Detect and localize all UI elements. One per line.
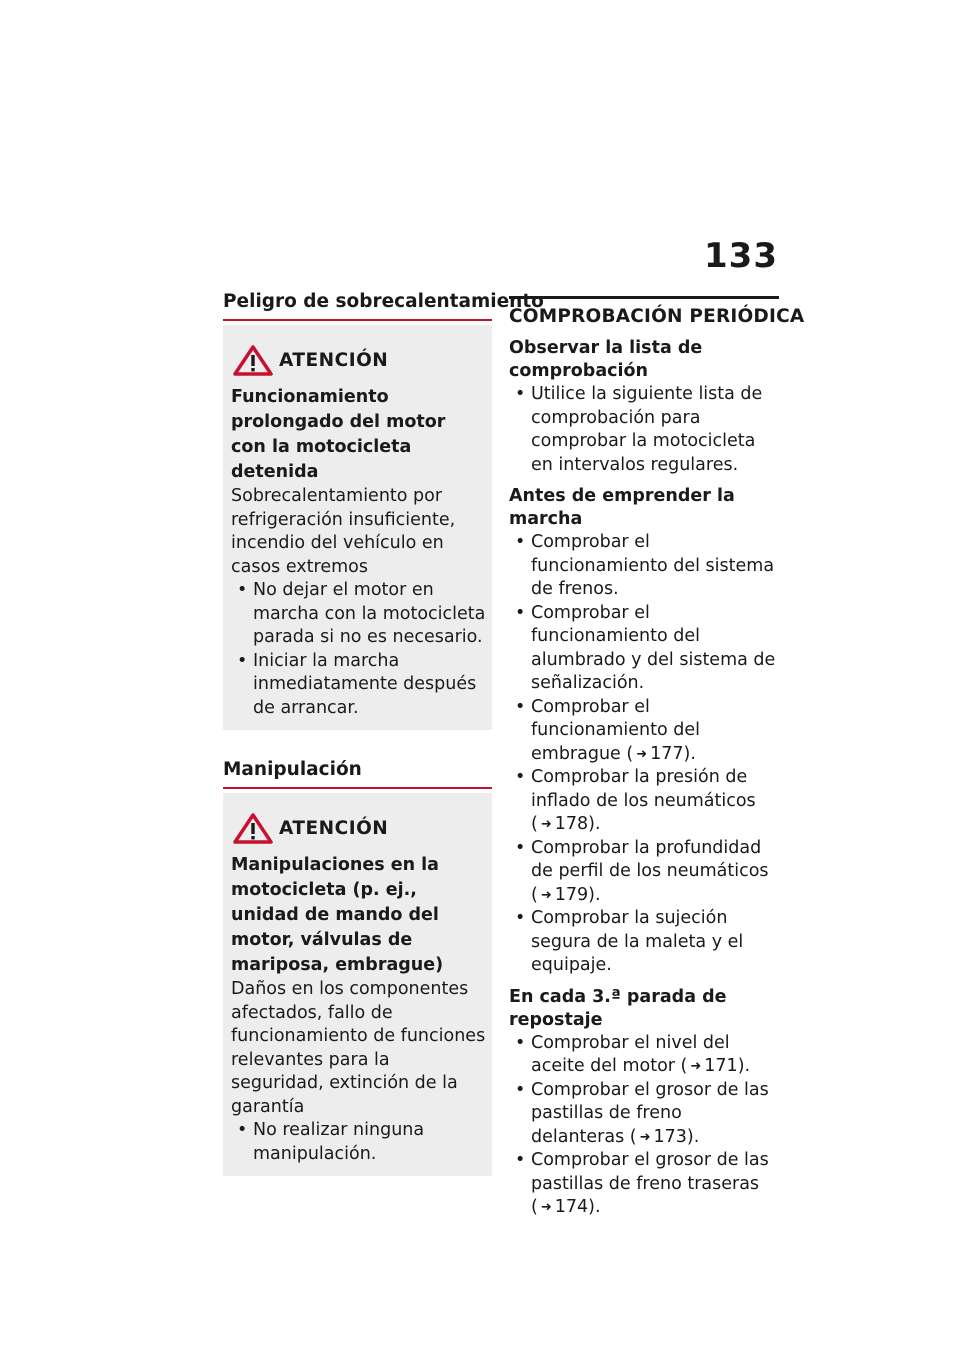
chapter-title: COMPROBACIÓN PERIÓDICA <box>509 296 779 329</box>
item-text: Comprobar el nivel del aceite del motor <box>531 1032 730 1076</box>
list-item: • Comprobar el grosor de las pastillas de freno traseras ( ➜ 174). <box>509 1149 779 1220</box>
warning-bullet-list <box>231 1119 486 1166</box>
warning-header <box>231 343 486 377</box>
right-column <box>509 296 805 1220</box>
page-reference-arrow-icon: ➜ <box>540 887 552 903</box>
group-title: En cada 3.ª parada de repostaje <box>509 986 727 1030</box>
page-reference-link[interactable]: 179 <box>554 884 589 905</box>
list-item: • Comprobar la presión de inflado de los neumáticos ( ➜ 178). <box>509 766 779 837</box>
warning-triangle-icon <box>231 811 275 845</box>
page-reference-arrow-icon: ➜ <box>540 817 552 832</box>
warning-header <box>231 811 486 845</box>
list-item <box>509 907 779 978</box>
item-text: Comprobar el funcionamiento del embrague <box>531 696 700 764</box>
page-reference-arrow-icon: ➜ <box>540 1200 552 1215</box>
warning-label: ATENCIÓN <box>279 349 389 371</box>
warning-title: Manipulaciones en la motocicleta (p. ej., unidad de mando del motor, válvulas de mariposa, embrague) <box>231 855 444 975</box>
item-text: Comprobar la presión de inflado de los neumáticos <box>531 767 756 811</box>
page-reference-arrow-icon: ➜ <box>636 746 648 762</box>
list-item: • Comprobar el grosor de las pastillas de freno delanteras ( ➜ 173). <box>509 1079 779 1150</box>
warning-box-manipulation <box>223 793 492 1176</box>
page-reference-link[interactable]: 171 <box>704 1056 738 1076</box>
section-title-manipulation: Manipulación <box>223 758 492 789</box>
warning-bullet-list <box>231 579 486 720</box>
group-title: Observar la lista de comprobación <box>509 338 703 381</box>
warning-label: ATENCIÓN <box>279 817 389 839</box>
list-item: • Comprobar la profundidad de perfil de los neumáticos ( ➜ 179). <box>509 837 779 908</box>
list-item <box>509 602 779 696</box>
list-item <box>509 383 779 477</box>
item-text: Comprobar el funcionamiento del sistema de frenos. <box>531 532 775 599</box>
page-reference-link[interactable]: 174 <box>554 1197 589 1217</box>
page-reference-arrow-icon: ➜ <box>639 1129 651 1145</box>
item-text: Comprobar el grosor de las pastillas de freno traseras <box>531 1150 769 1194</box>
warning-triangle-icon <box>231 343 275 377</box>
checklist <box>509 383 779 477</box>
page-number: 133 <box>704 236 778 276</box>
list-item <box>509 531 779 602</box>
item-text: Comprobar el grosor de las pastillas de freno delanteras <box>531 1079 769 1147</box>
page-reference-arrow-icon: ➜ <box>690 1059 702 1074</box>
page-reference-link[interactable]: 173 <box>653 1126 687 1147</box>
item-text: Utilice la siguiente lista de comprobación para comprobar la motocicleta en intervalos regulares. <box>531 384 763 475</box>
checklist <box>509 531 779 978</box>
group-title: Antes de emprender la marcha <box>509 486 735 529</box>
page-reference-link[interactable]: 178 <box>554 814 589 834</box>
list-item: • No dejar el motor en marcha con la motocicleta parada si no es necesario. <box>231 579 486 650</box>
checklist <box>509 1032 779 1220</box>
left-column <box>223 290 544 1176</box>
warning-body: Daños en los componentes afectados, fallo de funcionamiento de funciones relevantes para la seguridad, extinción de la garantía <box>231 979 486 1117</box>
list-item: • Iniciar la marcha inmediatamente después de arrancar. <box>231 650 486 721</box>
list-item: • No realizar ninguna manipulación. <box>231 1119 486 1166</box>
warning-box-overheating <box>223 325 492 730</box>
warning-body: Sobrecalentamiento por refrigeración insuficiente, incendio del vehículo en casos extremos <box>231 486 456 577</box>
section-title-overheating: Peligro de sobrecalentamiento <box>223 290 492 321</box>
warning-title: Funcionamiento prolongado del motor con la motocicleta detenida <box>231 387 446 482</box>
item-text: Comprobar la sujeción segura de la maleta y el equipaje. <box>531 908 744 975</box>
list-item: • Comprobar el nivel del aceite del motor ( ➜ 171). <box>509 1032 779 1079</box>
page-reference-link[interactable]: 177 <box>650 743 684 764</box>
item-text: Comprobar el funcionamiento del alumbrado y del sistema de señalización. <box>531 602 776 693</box>
list-item: • Comprobar el funcionamiento del embrague ( ➜ 177). <box>509 696 779 767</box>
item-text: Comprobar la profundidad de perfil de los neumáticos <box>531 837 769 881</box>
